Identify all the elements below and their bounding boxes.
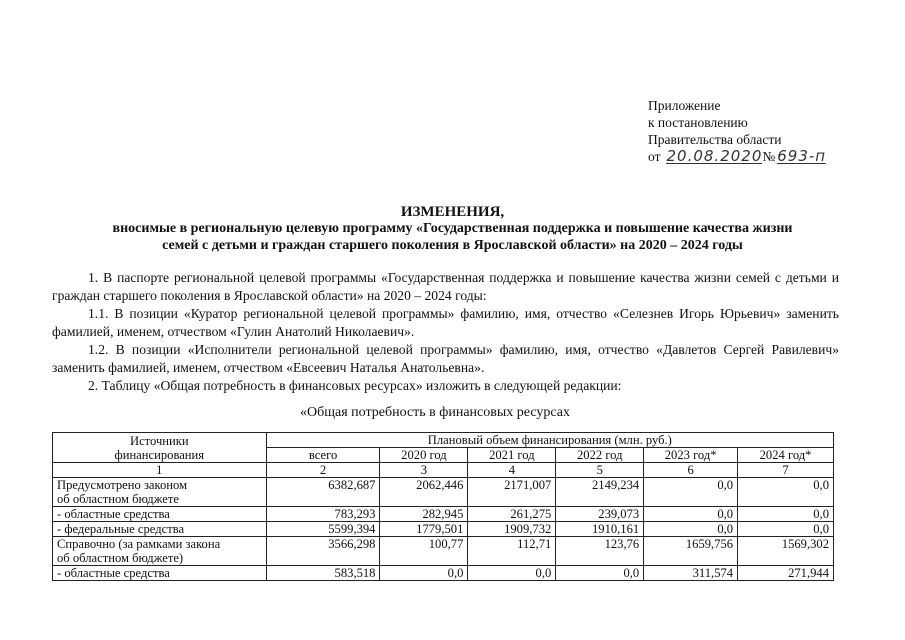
table-caption: «Общая потребность в финансовых ресурсах (300, 405, 570, 420)
financing-table (52, 432, 834, 581)
row-source: - федеральные средства (53, 522, 267, 537)
appendix-block (648, 97, 826, 165)
col-number: 7 (738, 463, 834, 478)
cell-2022: 123,76 (556, 537, 644, 566)
appendix-date-line (648, 148, 826, 165)
col-number: 3 (380, 463, 468, 478)
cell-2021: 0,0 (468, 566, 556, 581)
cell-2021: 112,71 (468, 537, 556, 566)
cell-2023: 0,0 (644, 478, 738, 507)
number-prefix: № (762, 149, 776, 164)
cell-2023: 1659,756 (644, 537, 738, 566)
table-row (53, 478, 834, 507)
table-row (53, 522, 834, 537)
cell-2020: 282,945 (380, 507, 468, 522)
date-prefix: от (648, 149, 661, 164)
cell-2022: 239,073 (556, 507, 644, 522)
row-source: Предусмотрено законом об областном бюджете (53, 478, 267, 507)
cell-total: 583,518 (266, 566, 380, 581)
cell-2022: 0,0 (556, 566, 644, 581)
col-header: всего (266, 448, 380, 463)
cell-2020: 2062,446 (380, 478, 468, 507)
cell-2020: 0,0 (380, 566, 468, 581)
col-header: 2022 год (556, 448, 644, 463)
cell-total: 783,293 (266, 507, 380, 522)
cell-2022: 1910,161 (556, 522, 644, 537)
col-number-row (53, 463, 834, 478)
document-title: ИЗМЕНЕНИЯ, (400, 204, 505, 220)
col-header: 2021 год (468, 448, 556, 463)
cell-total: 6382,687 (266, 478, 380, 507)
col-number: 6 (644, 463, 738, 478)
cell-total: 3566,298 (266, 537, 380, 566)
table-header-row (53, 433, 834, 448)
appendix-line-3: Правительства области (648, 132, 782, 147)
cell-2022: 2149,234 (556, 478, 644, 507)
col-number: 5 (556, 463, 644, 478)
cell-2024: 271,944 (738, 566, 834, 581)
col-header: 2020 год (380, 448, 468, 463)
cell-2023: 0,0 (644, 507, 738, 522)
document-subtitle-line-1: вносимые в региональную целевую программу «Государственная поддержка и повышение качества жизни (112, 221, 793, 236)
table-row (53, 507, 834, 522)
handwritten-number: 693-п (777, 147, 827, 165)
table-row (53, 537, 834, 566)
cell-2023: 0,0 (644, 522, 738, 537)
cell-2023: 311,574 (644, 566, 738, 581)
document-subtitle-line-2: семей с детьми и граждан старшего поколения в Ярославской области» на 2020 – 2024 годы (162, 238, 743, 253)
appendix-line-1: Приложение (648, 98, 721, 113)
row-source: - областные средства (53, 566, 267, 581)
col-header: 2024 год* (738, 448, 834, 463)
cell-2024: 0,0 (738, 522, 834, 537)
cell-2024: 0,0 (738, 507, 834, 522)
cell-2024: 0,0 (738, 478, 834, 507)
appendix-line-2: к постановлению (648, 115, 748, 130)
cell-2024: 1569,302 (738, 537, 834, 566)
col-number: 1 (53, 463, 267, 478)
table-row (53, 566, 834, 581)
header-source: Источники финансирования (53, 433, 267, 463)
col-number: 4 (468, 463, 556, 478)
cell-2020: 1779,501 (380, 522, 468, 537)
cell-total: 5599,394 (266, 522, 380, 537)
row-source: - областные средства (53, 507, 267, 522)
handwritten-date: 20.08.2020 (666, 147, 763, 165)
paragraph-2: 2. Таблицу «Общая потребность в финансовых ресурсах» изложить в следующей редакции: (88, 378, 622, 393)
row-source: Справочно (за рамками закона об областном бюджете) (53, 537, 267, 566)
paragraph-1-2: 1.2. В позиции «Исполнители региональной целевой программы» фамилию, имя, отчество «Давлетов Сергей Равилевич» заменить фамилией, именем, отчеством «Евсеевич Наталья Анатольевна». (52, 342, 839, 375)
paragraph-1-1: 1.1. В позиции «Куратор региональной целевой программы» фамилию, имя, отчество «Селезнев Игорь Юрьевич» заменить фамилией, именем, отчеством «Гулин Анатолий Николаевич». (52, 306, 839, 339)
col-number: 2 (266, 463, 380, 478)
cell-2021: 1909,732 (468, 522, 556, 537)
cell-2020: 100,77 (380, 537, 468, 566)
col-header: 2023 год* (644, 448, 738, 463)
header-plan: Плановый объем финансирования (млн. руб.) (266, 433, 833, 448)
cell-2021: 2171,007 (468, 478, 556, 507)
paragraph-1: 1. В паспорте региональной целевой программы «Государственная поддержка и повышение качества жизни семей с детьми и граждан старшего поколения в Ярославской области» на 2020 – 2024 годы: (52, 270, 839, 303)
cell-2021: 261,275 (468, 507, 556, 522)
